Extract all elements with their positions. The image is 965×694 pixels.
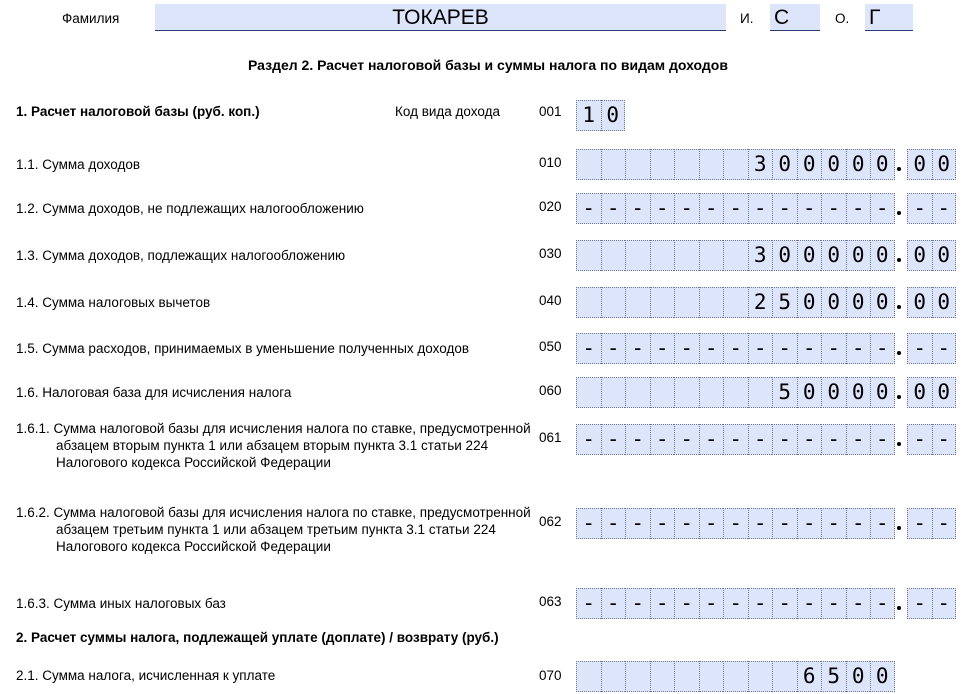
surname-value: ТОКАРЕВ xyxy=(392,6,489,29)
rub-cell: - xyxy=(797,333,822,364)
kop-cells[interactable] xyxy=(907,149,956,180)
rub-cell: 0 xyxy=(846,149,871,180)
rub-cell: 5 xyxy=(772,287,797,318)
rub-cell: - xyxy=(674,424,699,455)
rub-cell: 0 xyxy=(870,661,895,692)
rub-cell xyxy=(576,149,601,180)
rub-cell: - xyxy=(772,508,797,539)
rub-cell: 0 xyxy=(870,287,895,318)
rub-cell: - xyxy=(723,333,748,364)
rub-cell: - xyxy=(674,193,699,224)
rub-cell: - xyxy=(821,333,846,364)
rub-cell: 0 xyxy=(797,240,822,271)
row-label: 1.6.1. Сумма налоговой базы для исчисления налога по ставке, предусмотренной абзацем вторым пункта 1 или абзацем вторым пункта 3.1 статьи 224 Налогового кодекса Российской Федерации xyxy=(16,421,531,470)
row-label: 1.2. Сумма доходов, не подлежащих налогообложению xyxy=(16,201,364,216)
rub-cell: - xyxy=(748,508,773,539)
kop-cell: 0 xyxy=(932,287,957,318)
rub-cell: - xyxy=(797,424,822,455)
rub-cell: - xyxy=(846,508,871,539)
row-code: 040 xyxy=(539,293,562,308)
kop-cells[interactable] xyxy=(907,424,956,455)
kop-cell: 0 xyxy=(907,240,932,271)
rub-cell: - xyxy=(674,588,699,619)
kop-cell: 0 xyxy=(907,377,932,408)
rub-cell: 0 xyxy=(870,240,895,271)
rub-cell: 2 xyxy=(748,287,773,318)
decimal-point xyxy=(897,167,901,171)
rub-cells[interactable] xyxy=(576,588,895,619)
rub-cell: 0 xyxy=(821,287,846,318)
rub-cell: - xyxy=(748,588,773,619)
rub-cell xyxy=(674,377,699,408)
rub-cell: - xyxy=(699,193,724,224)
rub-cell: - xyxy=(821,193,846,224)
rub-cell: - xyxy=(625,193,650,224)
rub-cell: 3 xyxy=(748,240,773,271)
rub-cell: 0 xyxy=(821,240,846,271)
part1-title: 1. Расчет налоговой базы (руб. коп.) xyxy=(16,104,260,119)
rub-cell: 0 xyxy=(870,377,895,408)
rub-cell: - xyxy=(846,193,871,224)
rub-cell: - xyxy=(625,508,650,539)
rub-cell: - xyxy=(772,193,797,224)
kop-cell: - xyxy=(932,193,957,224)
rub-cell: - xyxy=(723,508,748,539)
row-code: 010 xyxy=(539,155,562,170)
rub-cell: - xyxy=(650,588,675,619)
row-label: 1.4. Сумма налоговых вычетов xyxy=(16,295,211,310)
rub-cells[interactable] xyxy=(576,149,895,180)
section-title: Раздел 2. Расчет налоговой базы и суммы налога по видам доходов xyxy=(248,57,728,73)
rub-cell: - xyxy=(723,588,748,619)
rub-cell: 0 xyxy=(797,287,822,318)
rub-cell: - xyxy=(772,333,797,364)
rub-cell xyxy=(699,240,724,271)
kop-cell: - xyxy=(932,424,957,455)
rub-cell xyxy=(601,240,626,271)
rub-cell xyxy=(625,377,650,408)
rub-cell: - xyxy=(870,193,895,224)
rub-cell: 0 xyxy=(846,377,871,408)
row-code: 060 xyxy=(539,383,562,398)
kop-cells[interactable] xyxy=(907,240,956,271)
rub-cell: - xyxy=(870,508,895,539)
rub-cell: - xyxy=(846,333,871,364)
part2-title: 2. Расчет суммы налога, подлежащей уплате (доплате) / возврату (руб.) xyxy=(16,630,499,645)
rub-cell: - xyxy=(821,508,846,539)
row-tax-rub-cells[interactable] xyxy=(576,661,895,692)
rub-cell: - xyxy=(601,333,626,364)
kop-cell: 0 xyxy=(932,149,957,180)
decimal-point xyxy=(897,606,901,610)
rub-cell xyxy=(650,377,675,408)
initial-patronymic-field[interactable] xyxy=(865,4,913,31)
rub-cell xyxy=(650,240,675,271)
rub-cell xyxy=(674,240,699,271)
rub-cell: - xyxy=(601,508,626,539)
rub-cell xyxy=(625,240,650,271)
decimal-point xyxy=(897,442,901,446)
rub-cell xyxy=(699,287,724,318)
row-label: 1.3. Сумма доходов, подлежащих налогообложению xyxy=(16,248,346,263)
kop-cells[interactable] xyxy=(907,508,956,539)
rub-cell xyxy=(601,377,626,408)
rub-cell: - xyxy=(674,508,699,539)
rub-cell: - xyxy=(576,193,601,224)
kop-cell: - xyxy=(907,424,932,455)
rub-cell: - xyxy=(699,508,724,539)
rub-cell: 0 xyxy=(821,377,846,408)
rub-cell xyxy=(699,661,724,692)
kop-cell: 0 xyxy=(907,149,932,180)
rub-cell: - xyxy=(625,424,650,455)
rub-cell: - xyxy=(797,588,822,619)
rub-cell xyxy=(723,377,748,408)
kop-cell: 0 xyxy=(932,377,957,408)
kop-cell: 0 xyxy=(932,240,957,271)
rub-cell: 0 xyxy=(797,377,822,408)
rub-cell xyxy=(601,661,626,692)
initial-name-field[interactable] xyxy=(770,4,820,31)
rub-cell: 0 xyxy=(797,149,822,180)
row-label: 1.5. Сумма расходов, принимаемых в уменьшение полученных доходов xyxy=(16,341,470,356)
rub-cell xyxy=(748,377,773,408)
rub-cell: - xyxy=(748,424,773,455)
rub-cell xyxy=(601,149,626,180)
row-code: 050 xyxy=(539,339,562,354)
kop-cells[interactable] xyxy=(907,287,956,318)
rub-cell: 0 xyxy=(846,287,871,318)
kop-cells[interactable] xyxy=(907,333,956,364)
rub-cell: - xyxy=(797,508,822,539)
rub-cell: - xyxy=(870,588,895,619)
rub-cell xyxy=(674,149,699,180)
rub-cell xyxy=(650,149,675,180)
rub-cell xyxy=(723,287,748,318)
decimal-point xyxy=(897,395,901,399)
rub-cell: - xyxy=(723,424,748,455)
rub-cells[interactable] xyxy=(576,287,895,318)
rub-cell: - xyxy=(870,333,895,364)
surname-label: Фамилия xyxy=(62,11,120,26)
row-code: 062 xyxy=(539,514,562,529)
initial-patronymic-value: Г xyxy=(869,6,881,29)
income-code-cells[interactable] xyxy=(576,100,625,131)
rub-cell: - xyxy=(772,424,797,455)
rub-cell: 0 xyxy=(772,240,797,271)
initial-patronymic-label: О. xyxy=(835,11,850,26)
kop-cell: - xyxy=(932,508,957,539)
row-code: 063 xyxy=(539,594,562,609)
kop-cell: - xyxy=(907,333,932,364)
rub-cell xyxy=(723,661,748,692)
rub-cell: 5 xyxy=(772,377,797,408)
rub-cell: - xyxy=(748,333,773,364)
decimal-point xyxy=(897,258,901,262)
rub-cell: - xyxy=(748,193,773,224)
rub-cell: - xyxy=(601,193,626,224)
rub-cell xyxy=(699,377,724,408)
rub-cell: 6 xyxy=(797,661,822,692)
rub-cell: - xyxy=(846,588,871,619)
rub-cell: - xyxy=(797,193,822,224)
surname-field[interactable] xyxy=(155,4,726,31)
rub-cell: - xyxy=(699,424,724,455)
rub-cell xyxy=(625,149,650,180)
decimal-point xyxy=(897,351,901,355)
rub-cell xyxy=(699,149,724,180)
rub-cell: - xyxy=(699,588,724,619)
rub-cell xyxy=(601,287,626,318)
kop-cells[interactable] xyxy=(907,193,956,224)
rub-cell: - xyxy=(625,333,650,364)
rub-cell xyxy=(576,287,601,318)
rub-cell xyxy=(772,661,797,692)
decimal-point xyxy=(897,305,901,309)
row-label: 1.6.2. Сумма налоговой базы для исчисления налога по ставке, предусмотренной абзацем третьим пункта 1 или абзацем третьим пункта 3.1 статьи 224 Налогового кодекса Российской Федерации xyxy=(16,505,531,554)
rub-cells[interactable] xyxy=(576,240,895,271)
initial-name-label: И. xyxy=(740,11,754,26)
row-tax-code: 070 xyxy=(539,668,562,683)
rub-cells[interactable] xyxy=(576,508,895,539)
rub-cell: - xyxy=(674,333,699,364)
kop-cell: - xyxy=(907,193,932,224)
rub-cells[interactable] xyxy=(576,333,895,364)
income-code-line: 001 xyxy=(539,104,562,119)
kop-cells[interactable] xyxy=(907,588,956,619)
rub-cell: 0 xyxy=(846,661,871,692)
rub-cell xyxy=(650,287,675,318)
rub-cell: - xyxy=(601,424,626,455)
rub-cell: - xyxy=(870,424,895,455)
rub-cell: - xyxy=(650,424,675,455)
rub-cell xyxy=(674,661,699,692)
rub-cell: - xyxy=(601,588,626,619)
rub-cell: - xyxy=(625,588,650,619)
rub-cell: 3 xyxy=(748,149,773,180)
row-label: 1.6. Налоговая база для исчисления налога xyxy=(16,385,292,400)
rub-cell xyxy=(625,661,650,692)
kop-cell: - xyxy=(907,588,932,619)
rub-cell: - xyxy=(772,588,797,619)
rub-cell: 0 xyxy=(846,240,871,271)
rub-cell xyxy=(576,240,601,271)
rub-cell: 0 xyxy=(772,149,797,180)
decimal-point xyxy=(897,526,901,530)
kop-cells[interactable] xyxy=(907,377,956,408)
rub-cell xyxy=(625,287,650,318)
decimal-point xyxy=(897,211,901,215)
rub-cell xyxy=(748,661,773,692)
rub-cell xyxy=(576,661,601,692)
rub-cell: - xyxy=(650,508,675,539)
rub-cell: - xyxy=(821,424,846,455)
row-tax-label: 2.1. Сумма налога, исчисленная к уплате xyxy=(16,668,276,683)
row-code: 020 xyxy=(539,199,562,214)
income-code-cell: 1 xyxy=(576,100,601,131)
kop-cell: 0 xyxy=(907,287,932,318)
rub-cell: - xyxy=(576,508,601,539)
rub-cell xyxy=(576,377,601,408)
kop-cell: - xyxy=(907,508,932,539)
rub-cell: 0 xyxy=(870,149,895,180)
rub-cell: - xyxy=(576,333,601,364)
kop-cell: - xyxy=(932,588,957,619)
rub-cell: 5 xyxy=(821,661,846,692)
row-label: 1.1. Сумма доходов xyxy=(16,157,141,172)
income-code-cell: 0 xyxy=(601,100,626,131)
rub-cell: - xyxy=(576,424,601,455)
initial-name-value: С xyxy=(774,6,790,29)
rub-cell: - xyxy=(576,588,601,619)
income-code-label: Код вида дохода xyxy=(395,104,500,119)
row-code: 030 xyxy=(539,246,562,261)
rub-cell xyxy=(650,661,675,692)
rub-cell: - xyxy=(723,193,748,224)
kop-cell: - xyxy=(932,333,957,364)
rub-cell xyxy=(674,287,699,318)
rub-cell xyxy=(723,149,748,180)
rub-cell xyxy=(723,240,748,271)
rub-cells[interactable] xyxy=(576,424,895,455)
rub-cell: 0 xyxy=(821,149,846,180)
rub-cell: - xyxy=(699,333,724,364)
rub-cells[interactable] xyxy=(576,377,895,408)
rub-cells[interactable] xyxy=(576,193,895,224)
rub-cell: - xyxy=(650,193,675,224)
row-label: 1.6.3. Сумма иных налоговых баз xyxy=(16,596,226,611)
row-code: 061 xyxy=(539,430,562,445)
rub-cell: - xyxy=(650,333,675,364)
rub-cell: - xyxy=(846,424,871,455)
rub-cell: - xyxy=(821,588,846,619)
